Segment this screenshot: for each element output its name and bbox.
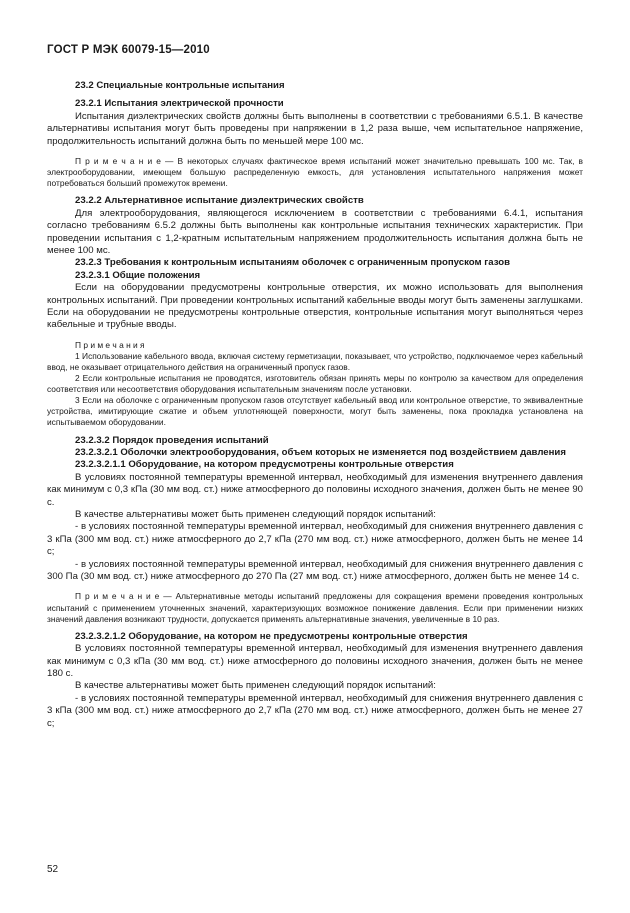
subsection-heading: 23.2.2 Альтернативное испытание диэлектрических свойств bbox=[75, 195, 364, 207]
document-body bbox=[47, 80, 583, 730]
document-header: ГОСТ Р МЭК 60079-15—2010 bbox=[47, 44, 210, 56]
note-item: 1 Использование кабельного ввода, включая систему герметизации, показывает, что устройство, подключаемое через кабельный ввод, не оказывает отрицательного действия на ограниченный пропуск газов. bbox=[47, 350, 583, 372]
subsection-heading: 23.2.3.1 Общие положения bbox=[75, 269, 201, 281]
paragraph: В качестве альтернативы может быть применен следующий порядок испытаний: bbox=[75, 680, 436, 692]
list-item: - в условиях постоянной температуры временной интервал, необходимый для снижения внутреннего давления с 300 Па (30 мм вод. ст.) ниже атмосферного до 270 Па (27 мм вод. ст.) ниже атмосферного, должен быть не менее 14 с. bbox=[47, 558, 583, 582]
paragraph: Для электрооборудования, являющегося исключением в соответствии с требованиями 6.4.1, испытания согласно требованиям 6.5.2 должны быть выполнены как контрольные испытания технических характеристик. При проведении испытания с 1,2-кратным испытательным напряжением продолжительность испытания должна быть не менее 100 мс. bbox=[47, 207, 583, 256]
subsection-heading: 23.2.3 Требования к контрольным испытаниям оболочек с ограниченным пропуском газов bbox=[75, 257, 510, 269]
subsection-heading: 23.2.3.2.1.1 Оборудование, на котором предусмотрены контрольные отверстия bbox=[75, 459, 454, 471]
list-item: - в условиях постоянной температуры временной интервал, необходимый для снижения внутреннего давления с 3 кПа (300 мм вод. ст.) ниже атмосферного до 2,7 кПа (270 мм вод. ст.) ниже атмосферного, должен быть не менее 14 с; bbox=[47, 521, 583, 558]
subsection-heading: 23.2.3.2 Порядок проведения испытаний bbox=[75, 434, 269, 446]
subsection-heading: 23.2.3.2.1.2 Оборудование, на котором не предусмотрены контрольные отверстия bbox=[75, 630, 468, 642]
paragraph: В условиях постоянной температуры временной интервал, необходимый для изменения внутреннего давления как минимум с 0,3 кПа (30 мм вод. ст.) ниже атмосферного до половины исходного значения, должен быть не менее 180 с. bbox=[47, 643, 583, 679]
page-number: 52 bbox=[47, 864, 59, 875]
note: П р и м е ч а н и е — Альтернативные методы испытаний предложены для сокращения времени проведения контрольных испытаний с применением уточненных значений, характеризующих возможное понижение давления. Если при применении низких значений давления возникают трудности, допускается применять альтернативные значения, увеличенные в 10 раз. bbox=[47, 591, 583, 624]
paragraph: Испытания диэлектрических свойств должны быть выполнены в соответствии с требованиями 6.5.1. В качестве альтернативы испытания могут быть проведены при напряжении в 1,2 раза выше, чем испытательное напряжение, продолжительность испытаний должна быть по меньшей мере 100 мс. bbox=[47, 110, 583, 147]
list-item: - в условиях постоянной температуры временной интервал, необходимый для снижения внутреннего давления с 3 кПа (300 мм вод. ст.) ниже атмосферного до 2,7 кПа (270 мм вод. ст.) ниже атмосферного, должен быть не менее 27 с; bbox=[47, 692, 583, 729]
subsection-heading: 23.2.1 Испытания электрической прочности bbox=[75, 98, 284, 110]
paragraph: В качестве альтернативы может быть применен следующий порядок испытаний: bbox=[75, 508, 436, 520]
paragraph: В условиях постоянной температуры временной интервал, необходимый для изменения внутреннего давления как минимум с 0,3 кПа (30 мм вод. ст.) ниже атмосферного до половины исходного значения, должен быть не менее 90 с. bbox=[47, 471, 583, 508]
note: П р и м е ч а н и е — В некоторых случаях фактическое время испытаний может значительно превышать 100 мс. Так, в электрооборудовании, имеющем большую распределенную емкость, для установления испытательного напряжения может потребоваться больший промежуток времени. bbox=[47, 156, 583, 189]
subsection-heading: 23.2.3.2.1 Оболочки электрооборудования, объем которых не изменяется под воздействием давления bbox=[75, 446, 566, 458]
section-heading: 23.2 Специальные контрольные испытания bbox=[75, 80, 285, 91]
notes-heading: П р и м е ч а н и я bbox=[75, 339, 145, 350]
note-item: 2 Если контрольные испытания не проводятся, изготовитель обязан принять меры по контролю за качеством для определения соответствия или несоответствия оборудования испытательным значениям после установки. bbox=[47, 373, 583, 395]
paragraph: Если на оборудовании предусмотрены контрольные отверстия, их можно использовать для выполнения контрольных испытаний. При проведении контрольных испытаний кабельные вводы могут быть заменены заглушками. Если на оборудовании не предусмотрены контрольные отверстия, контрольные испытания могут выполняться через кабельные и трубные вводы. bbox=[47, 282, 583, 331]
note-item: 3 Если на оболочке с ограниченным пропуском газов отсутствует кабельный ввод или контрольное отверстие, то эквивалентные устройства, имитирующие сжатие и объем уплотняющей поверхности, могут быть заменены, пока прокладка установлена на испытываемом оборудовании. bbox=[47, 395, 583, 428]
